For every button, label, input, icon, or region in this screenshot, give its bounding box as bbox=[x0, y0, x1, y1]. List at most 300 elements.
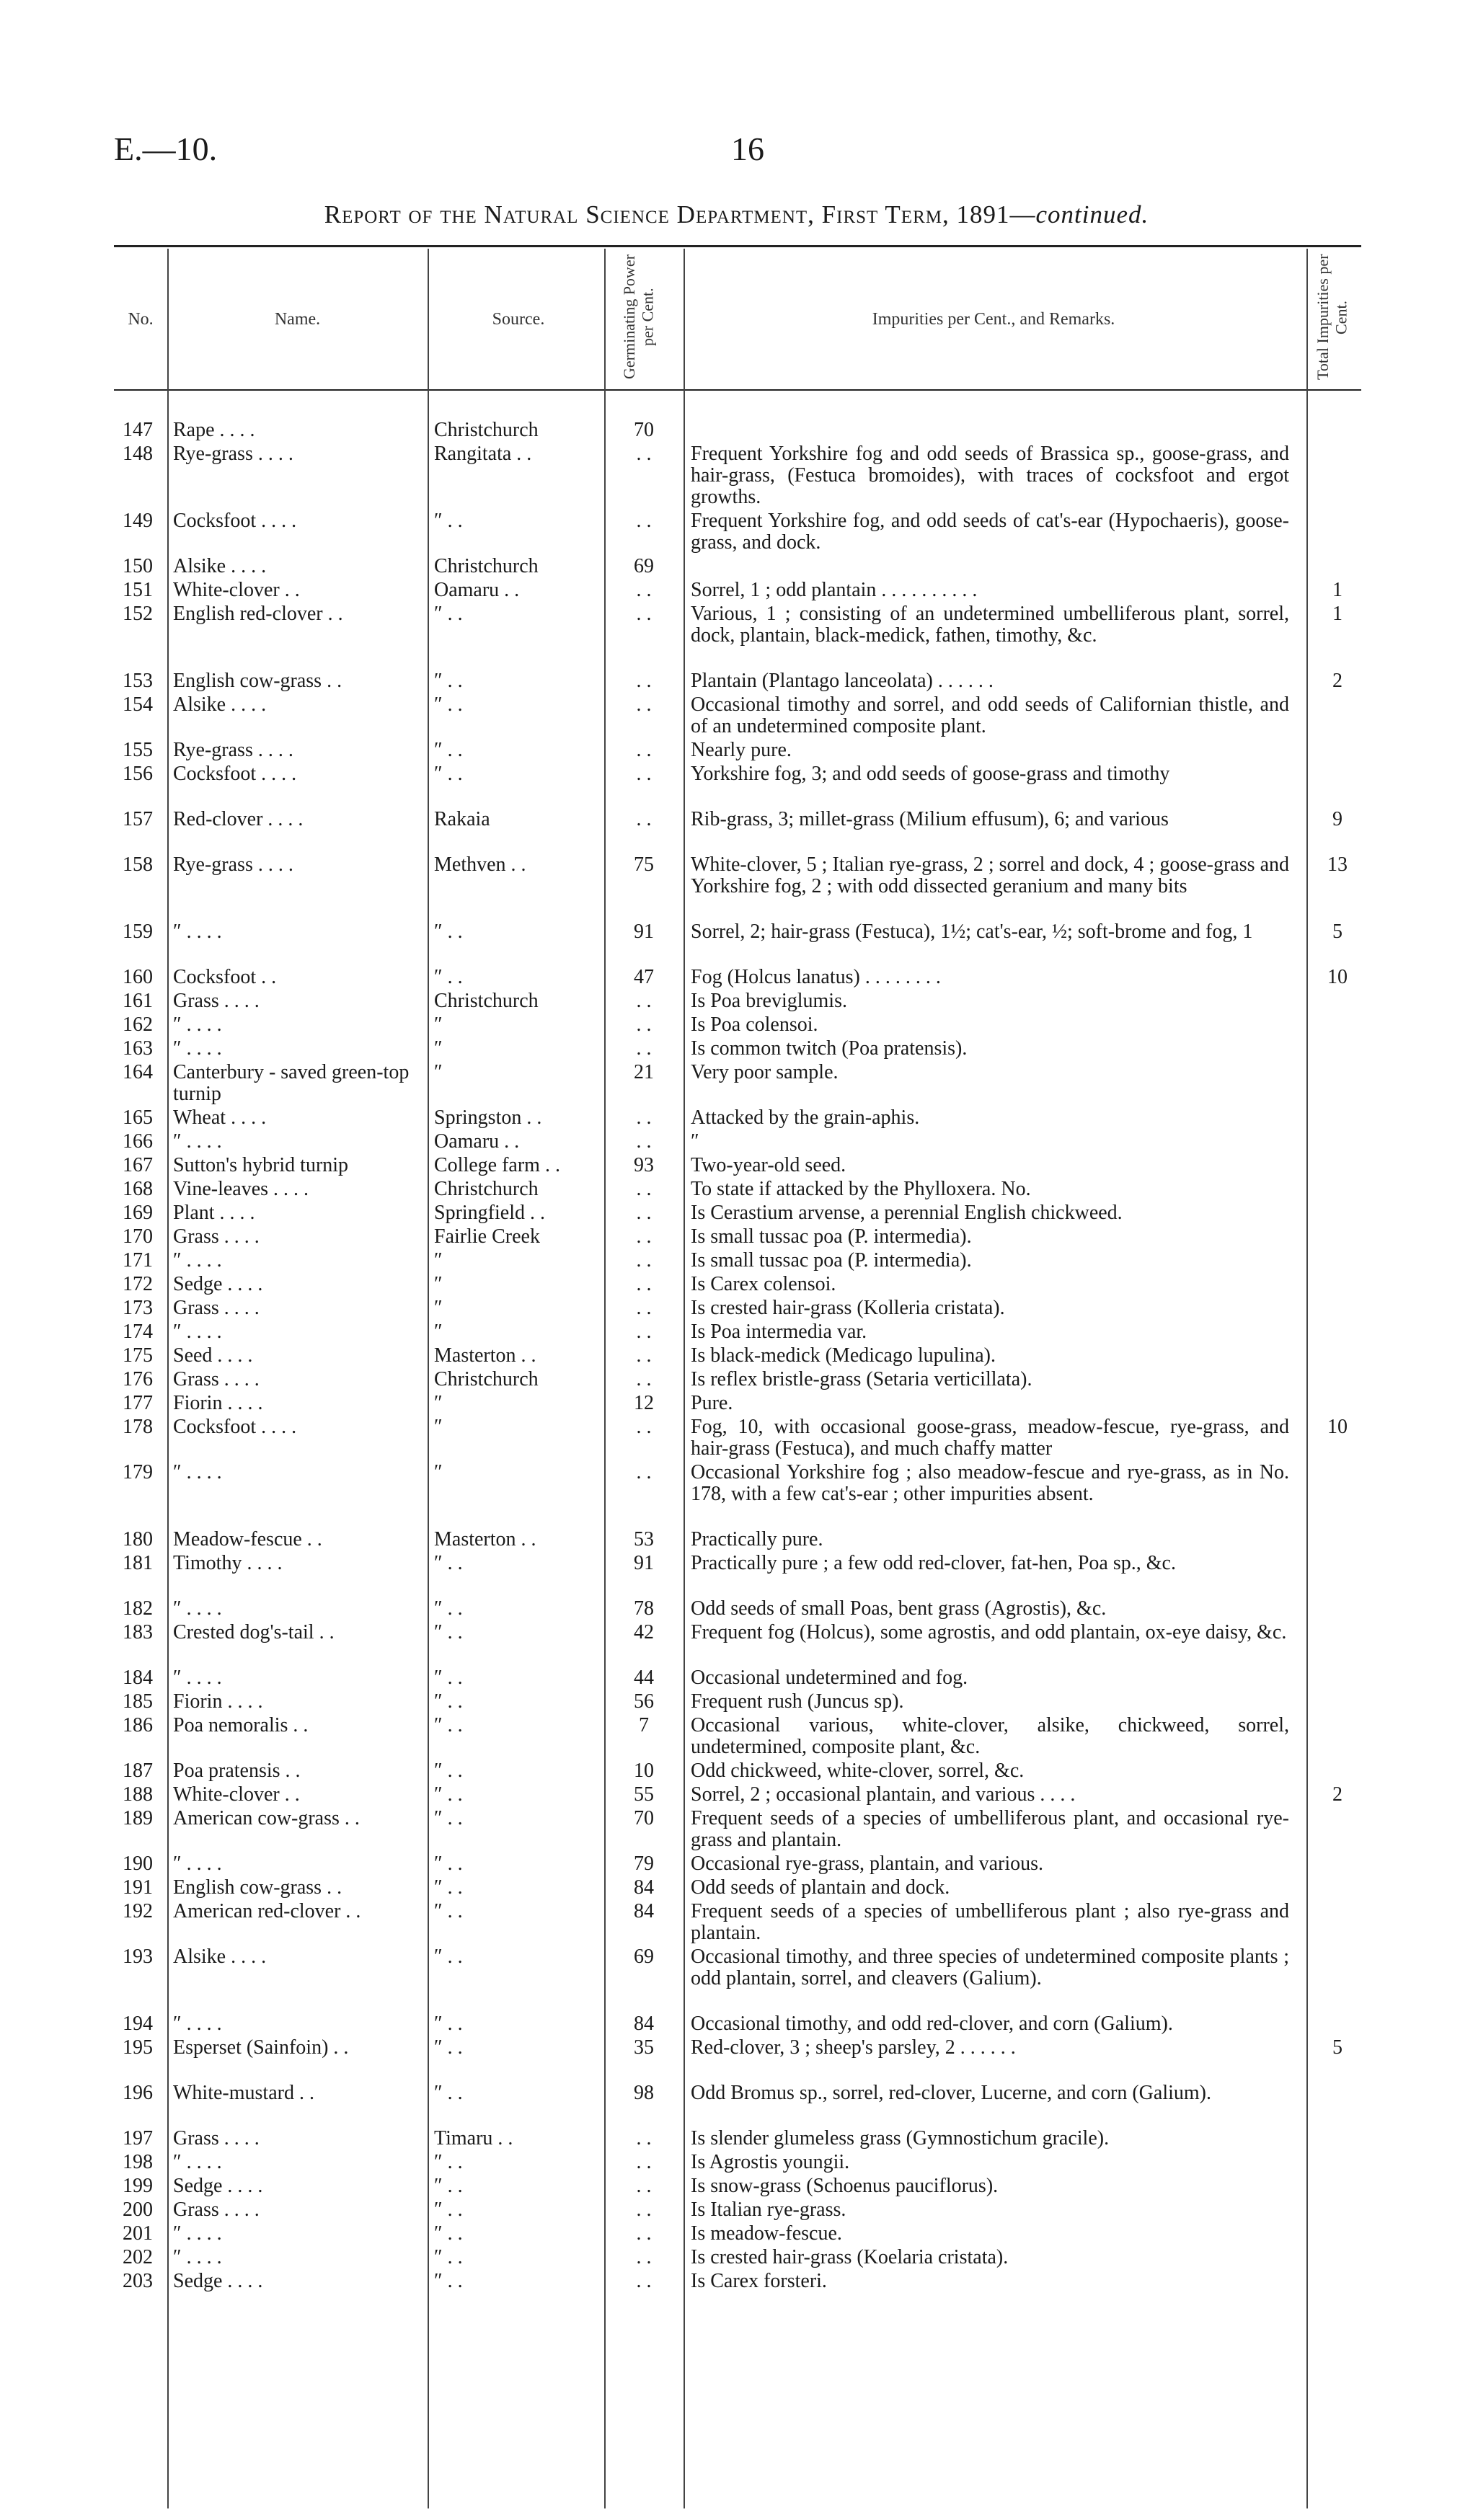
row-number: 151 bbox=[123, 579, 153, 601]
row-impurities: Is small tussac poa (P. intermedia). bbox=[691, 1225, 972, 1248]
row-germination: . . bbox=[636, 2175, 652, 2197]
row-name: Alsike . . . . bbox=[173, 555, 267, 577]
row-number: 174 bbox=[123, 1321, 153, 1343]
row-germination: 84 bbox=[634, 1900, 654, 1922]
row-number: 176 bbox=[123, 1368, 153, 1390]
row-germination: . . bbox=[636, 1416, 652, 1438]
row-source: Christchurch bbox=[434, 1368, 539, 1390]
row-number: 147 bbox=[123, 419, 153, 441]
row-impurities: Two-year-old seed. bbox=[691, 1154, 846, 1176]
row-germination: . . bbox=[636, 693, 652, 716]
row-impurities: Yorkshire fog, 3; and odd seeds of goose-grass and timothy bbox=[691, 763, 1170, 785]
page-code: E.—10. bbox=[114, 130, 218, 167]
row-name: Rye-grass . . . . bbox=[173, 853, 293, 876]
row-germination: . . bbox=[636, 808, 652, 830]
row-name: ″ . . . . bbox=[173, 1013, 222, 1036]
row-name: Rye-grass . . . . bbox=[173, 739, 293, 761]
row-germination: 53 bbox=[634, 1528, 654, 1550]
row-germination: 69 bbox=[634, 1946, 654, 1968]
row-germination: . . bbox=[636, 1368, 652, 1390]
col-no: No. bbox=[128, 310, 154, 329]
row-impurities: Is small tussac poa (P. intermedia). bbox=[691, 1249, 972, 1272]
row-impurities: Practically pure. bbox=[691, 1528, 823, 1550]
row-number: 148 bbox=[123, 443, 153, 465]
row-germination: . . bbox=[636, 990, 652, 1012]
row-germination: 69 bbox=[634, 555, 654, 577]
row-name: English cow-grass . . bbox=[173, 1876, 342, 1899]
row-source: ″ bbox=[434, 1321, 443, 1343]
row-total: 10 bbox=[1327, 1416, 1348, 1438]
row-number: 198 bbox=[123, 2151, 153, 2173]
row-impurities: To state if attacked by the Phylloxera. No. bbox=[691, 1178, 1031, 1200]
row-source: ″ . . bbox=[434, 1783, 463, 1806]
row-source: ″ bbox=[434, 1392, 443, 1414]
row-impurities: Is Agrostis youngii. bbox=[691, 2151, 850, 2173]
row-impurities: Occasional rye-grass, plantain, and various. bbox=[691, 1853, 1044, 1875]
row-source: ″ . . bbox=[434, 920, 463, 943]
row-source: ″ . . bbox=[434, 2013, 463, 2035]
row-name: Red-clover . . . . bbox=[173, 808, 304, 830]
row-source: ″ bbox=[434, 1061, 443, 1083]
row-germination: . . bbox=[636, 2246, 652, 2268]
row-germination: 91 bbox=[634, 1552, 654, 1574]
row-number: 153 bbox=[123, 670, 153, 692]
row-number: 156 bbox=[123, 763, 153, 785]
row-germination: . . bbox=[636, 1225, 652, 1248]
row-impurities: Is Cerastium arvense, a perennial English chickweed. bbox=[691, 1202, 1123, 1224]
row-source: ″ . . bbox=[434, 693, 463, 716]
row-source: Christchurch bbox=[434, 419, 539, 441]
row-number: 179 bbox=[123, 1461, 153, 1483]
row-number: 149 bbox=[123, 510, 153, 532]
row-name: ″ . . . . bbox=[173, 2151, 222, 2173]
row-name: Alsike . . . . bbox=[173, 1946, 267, 1968]
row-name: Crested dog's-tail . . bbox=[173, 1621, 335, 1643]
row-name: Sedge . . . . bbox=[173, 1273, 263, 1295]
row-name: Esperset (Sainfoin) . . bbox=[173, 2036, 349, 2059]
row-number: 182 bbox=[123, 1597, 153, 1620]
row-source: Oamaru . . bbox=[434, 579, 520, 601]
row-number: 191 bbox=[123, 1876, 153, 1899]
row-number: 175 bbox=[123, 1344, 153, 1367]
row-total: 2 bbox=[1332, 670, 1342, 692]
row-source: ″ . . bbox=[434, 1900, 463, 1922]
row-number: 150 bbox=[123, 555, 153, 577]
row-impurities: Sorrel, 1 ; odd plantain . . . . . . . . . . bbox=[691, 579, 978, 601]
row-name: ″ . . . . bbox=[173, 1321, 222, 1343]
row-total: 13 bbox=[1327, 853, 1348, 876]
row-germination: 10 bbox=[634, 1760, 654, 1782]
row-name: Sedge . . . . bbox=[173, 2270, 263, 2292]
row-impurities: Is Poa breviglumis. bbox=[691, 990, 847, 1012]
row-number: 172 bbox=[123, 1273, 153, 1295]
row-germination: . . bbox=[636, 1273, 652, 1295]
row-impurities: Frequent Yorkshire fog and odd seeds of Brassica sp., goose-grass, and hair-grass, (Festuca bromoides), with traces of cocksfoot and ergot growths. bbox=[691, 443, 1289, 508]
row-germination: 70 bbox=[634, 419, 654, 441]
row-name: Seed . . . . bbox=[173, 1344, 253, 1367]
row-germination: 42 bbox=[634, 1621, 654, 1643]
row-impurities: ″ bbox=[691, 1130, 699, 1153]
row-total: 9 bbox=[1332, 808, 1342, 830]
row-source: ″ . . bbox=[434, 1714, 463, 1736]
row-number: 178 bbox=[123, 1416, 153, 1438]
row-name: Wheat . . . . bbox=[173, 1106, 267, 1129]
row-number: 155 bbox=[123, 739, 153, 761]
row-germination: . . bbox=[636, 603, 652, 625]
row-name: Sutton's hybrid turnip bbox=[173, 1154, 349, 1176]
row-germination: . . bbox=[636, 443, 652, 465]
row-impurities: Frequent seeds of a species of umbelliferous plant, and occasional rye-grass and plantain. bbox=[691, 1807, 1289, 1851]
row-germination: 78 bbox=[634, 1597, 654, 1620]
row-source: Rangitata . . bbox=[434, 443, 532, 465]
row-impurities: Nearly pure. bbox=[691, 739, 792, 761]
row-number: 194 bbox=[123, 2013, 153, 2035]
row-source: ″ bbox=[434, 1037, 443, 1060]
row-source: Masterton . . bbox=[434, 1528, 536, 1550]
row-germination: . . bbox=[636, 670, 652, 692]
row-name: Grass . . . . bbox=[173, 1225, 260, 1248]
row-germination: . . bbox=[636, 2222, 652, 2245]
row-number: 177 bbox=[123, 1392, 153, 1414]
row-name: ″ . . . . bbox=[173, 1249, 222, 1272]
row-number: 161 bbox=[123, 990, 153, 1012]
row-germination: 56 bbox=[634, 1690, 654, 1713]
col-total: Total Impurities per Cent. bbox=[1314, 254, 1350, 381]
row-impurities: White-clover, 5 ; Italian rye-grass, 2 ; sorrel and dock, 4 ; goose-grass and Yorkshire fog, 2 ; with odd dissected geranium and many bits bbox=[691, 853, 1289, 897]
row-name: Grass . . . . bbox=[173, 2199, 260, 2221]
col-source: Source. bbox=[492, 310, 545, 329]
row-name: ″ . . . . bbox=[173, 1130, 222, 1153]
row-germination: . . bbox=[636, 1344, 652, 1367]
row-number: 181 bbox=[123, 1552, 153, 1574]
row-impurities: Occasional Yorkshire fog ; also meadow-fescue and rye-grass, as in No. 178, with a few cat's-ear ; other impurities absent. bbox=[691, 1461, 1289, 1505]
row-source: Masterton . . bbox=[434, 1344, 536, 1367]
row-name: ″ . . . . bbox=[173, 1667, 222, 1689]
row-name: Cocksfoot . . . . bbox=[173, 763, 297, 785]
row-total: 1 bbox=[1332, 579, 1342, 601]
row-impurities: Various, 1 ; consisting of an undetermined umbelliferous plant, sorrel, dock, plantain, black-medick, fathen, timothy, &c. bbox=[691, 603, 1289, 647]
title-main: Report of the Natural Science Department, First Term, 1891— bbox=[324, 200, 1036, 229]
row-number: 167 bbox=[123, 1154, 153, 1176]
row-germination: . . bbox=[636, 1178, 652, 1200]
row-germination: . . bbox=[636, 1202, 652, 1224]
row-name: American cow-grass . . bbox=[173, 1807, 360, 1829]
row-number: 202 bbox=[123, 2246, 153, 2268]
row-number: 192 bbox=[123, 1900, 153, 1922]
row-source: Rakaia bbox=[434, 808, 490, 830]
row-impurities: Red-clover, 3 ; sheep's parsley, 2 . . . . . . bbox=[691, 2036, 1016, 2059]
row-number: 171 bbox=[123, 1249, 153, 1272]
row-germination: 79 bbox=[634, 1853, 654, 1875]
row-number: 154 bbox=[123, 693, 153, 716]
row-number: 203 bbox=[123, 2270, 153, 2292]
row-number: 152 bbox=[123, 603, 153, 625]
row-germination: . . bbox=[636, 739, 652, 761]
page-number: 16 bbox=[731, 130, 764, 167]
row-germination: 93 bbox=[634, 1154, 654, 1176]
row-name: Grass . . . . bbox=[173, 990, 260, 1012]
row-name: ″ . . . . bbox=[173, 2246, 222, 2268]
row-impurities: Fog, 10, with occasional goose-grass, meadow-fescue, rye-grass, and hair-grass (Festuca), and much chaffy matter bbox=[691, 1416, 1289, 1460]
row-impurities: Is Poa intermedia var. bbox=[691, 1321, 867, 1343]
row-impurities: Odd chickweed, white-clover, sorrel, &c. bbox=[691, 1760, 1025, 1782]
row-impurities: Sorrel, 2; hair-grass (Festuca), 1½; cat's-ear, ½; soft-brome and fog, 1 bbox=[691, 920, 1253, 943]
row-name: ″ . . . . bbox=[173, 1461, 222, 1483]
row-number: 163 bbox=[123, 1037, 153, 1060]
row-germination: . . bbox=[636, 1321, 652, 1343]
col-name: Name. bbox=[274, 310, 321, 329]
row-name: ″ . . . . bbox=[173, 1853, 222, 1875]
row-number: 159 bbox=[123, 920, 153, 943]
row-impurities: Occasional timothy, and odd red-clover, and corn (Galium). bbox=[691, 2013, 1173, 2035]
row-name: Poa nemoralis . . bbox=[173, 1714, 309, 1736]
row-source: Fairlie Creek bbox=[434, 1225, 540, 1248]
row-number: 170 bbox=[123, 1225, 153, 1248]
row-impurities: Frequent rush (Juncus sp). bbox=[691, 1690, 904, 1713]
row-impurities: Is black-medick (Medicago lupulina). bbox=[691, 1344, 996, 1367]
row-source: ″ bbox=[434, 1249, 443, 1272]
row-impurities: Is Poa colensoi. bbox=[691, 1013, 818, 1036]
row-name: Grass . . . . bbox=[173, 1297, 260, 1319]
row-source: ″ bbox=[434, 1297, 443, 1319]
row-impurities: Occasional timothy, and three species of undetermined composite plants ; odd plantain, sorrel, and cleavers (Galium). bbox=[691, 1946, 1289, 1989]
col-impurities: Impurities per Cent., and Remarks. bbox=[872, 310, 1115, 329]
divider-no bbox=[167, 249, 169, 2508]
row-germination: . . bbox=[636, 2270, 652, 2292]
row-germination: . . bbox=[636, 2151, 652, 2173]
row-name: Rape . . . . bbox=[173, 419, 255, 441]
row-source: ″ . . bbox=[434, 1876, 463, 1899]
row-name: White-mustard . . bbox=[173, 2082, 314, 2104]
row-impurities: Frequent seeds of a species of umbelliferous plant ; also rye-grass and plantain. bbox=[691, 1900, 1289, 1944]
row-germination: . . bbox=[636, 1297, 652, 1319]
row-source: Springfield . . bbox=[434, 1202, 545, 1224]
row-germination: 35 bbox=[634, 2036, 654, 2059]
row-number: 158 bbox=[123, 853, 153, 876]
row-germination: 98 bbox=[634, 2082, 654, 2104]
row-name: English red-clover . . bbox=[173, 603, 343, 625]
title-continued: continued. bbox=[1035, 200, 1149, 229]
row-number: 201 bbox=[123, 2222, 153, 2245]
row-source: ″ . . bbox=[434, 2175, 463, 2197]
row-source: Oamaru . . bbox=[434, 1130, 520, 1153]
row-number: 165 bbox=[123, 1106, 153, 1129]
row-name: English cow-grass . . bbox=[173, 670, 342, 692]
row-source: ″ . . bbox=[434, 1621, 463, 1643]
row-name: Meadow-fescue . . bbox=[173, 1528, 322, 1550]
row-germination: . . bbox=[636, 1249, 652, 1272]
row-name: ″ . . . . bbox=[173, 2013, 222, 2035]
row-germination: 84 bbox=[634, 2013, 654, 2035]
row-name: American red-clover . . bbox=[173, 1900, 361, 1922]
divider-germ bbox=[684, 249, 685, 2508]
row-source: ″ . . bbox=[434, 2036, 463, 2059]
row-source: ″ . . bbox=[434, 2199, 463, 2221]
col-germ: Germinating Power per Cent. bbox=[620, 254, 657, 380]
row-number: 185 bbox=[123, 1690, 153, 1713]
page-title bbox=[0, 200, 1473, 229]
row-source: Springston . . bbox=[434, 1106, 542, 1129]
row-germination: 12 bbox=[634, 1392, 654, 1414]
row-number: 200 bbox=[123, 2199, 153, 2221]
row-number: 183 bbox=[123, 1621, 153, 1643]
row-germination: . . bbox=[636, 1013, 652, 1036]
row-number: 184 bbox=[123, 1667, 153, 1689]
row-germination: . . bbox=[636, 763, 652, 785]
row-number: 199 bbox=[123, 2175, 153, 2197]
row-source: ″ . . bbox=[434, 2270, 463, 2292]
row-germination: 44 bbox=[634, 1667, 654, 1689]
row-number: 190 bbox=[123, 1853, 153, 1875]
row-name: Alsike . . . . bbox=[173, 693, 267, 716]
row-source: Christchurch bbox=[434, 1178, 539, 1200]
row-impurities: Practically pure ; a few odd red-clover, fat-hen, Poa sp., &c. bbox=[691, 1552, 1176, 1574]
row-germination: . . bbox=[636, 1037, 652, 1060]
row-germination: . . bbox=[636, 2127, 652, 2149]
row-source: ″ . . bbox=[434, 2246, 463, 2268]
row-number: 197 bbox=[123, 2127, 153, 2149]
row-number: 189 bbox=[123, 1807, 153, 1829]
row-germination: 70 bbox=[634, 1807, 654, 1829]
row-name: Fiorin . . . . bbox=[173, 1690, 263, 1713]
row-source: ″ . . bbox=[434, 670, 463, 692]
row-impurities: Is snow-grass (Schoenus pauciflorus). bbox=[691, 2175, 999, 2197]
row-source: ″ . . bbox=[434, 966, 463, 988]
row-total: 5 bbox=[1332, 920, 1342, 943]
row-number: 166 bbox=[123, 1130, 153, 1153]
row-source: ″ . . bbox=[434, 763, 463, 785]
row-name: Rye-grass . . . . bbox=[173, 443, 293, 465]
row-source: ″ . . bbox=[434, 1667, 463, 1689]
row-source: ″ . . bbox=[434, 510, 463, 532]
row-name: Cocksfoot . . . . bbox=[173, 1416, 297, 1438]
row-source: ″ . . bbox=[434, 603, 463, 625]
row-number: 168 bbox=[123, 1178, 153, 1200]
row-source: ″ bbox=[434, 1273, 443, 1295]
row-name: Cocksfoot . . . . bbox=[173, 510, 297, 532]
row-name: White-clover . . bbox=[173, 579, 300, 601]
row-name: Vine-leaves . . . . bbox=[173, 1178, 309, 1200]
row-name: ″ . . . . bbox=[173, 1037, 222, 1060]
row-source: ″ . . bbox=[434, 1690, 463, 1713]
row-number: 162 bbox=[123, 1013, 153, 1036]
row-name: Sedge . . . . bbox=[173, 2175, 263, 2197]
row-germination: . . bbox=[636, 2199, 652, 2221]
row-impurities: Is slender glumeless grass (Gymnostichum gracile). bbox=[691, 2127, 1110, 2149]
row-source: Timaru . . bbox=[434, 2127, 513, 2149]
table-top-rule bbox=[114, 245, 1361, 247]
row-total: 10 bbox=[1327, 966, 1348, 988]
row-impurities: Is Carex forsteri. bbox=[691, 2270, 827, 2292]
row-name: ″ . . . . bbox=[173, 920, 222, 943]
row-source: ″ . . bbox=[434, 1760, 463, 1782]
row-impurities: Is meadow-fescue. bbox=[691, 2222, 842, 2245]
row-germination: 84 bbox=[634, 1876, 654, 1899]
row-germination: 55 bbox=[634, 1783, 654, 1806]
row-source: ″ . . bbox=[434, 1807, 463, 1829]
row-impurities: Fog (Holcus lanatus) . . . . . . . . bbox=[691, 966, 941, 988]
row-impurities: Occasional various, white-clover, alsike, chickweed, sorrel, undetermined, composite plant, &c. bbox=[691, 1714, 1289, 1758]
row-name: ″ . . . . bbox=[173, 1597, 222, 1620]
row-name: White-clover . . bbox=[173, 1783, 300, 1806]
row-impurities: Is crested hair-grass (Koelaria cristata). bbox=[691, 2246, 1009, 2268]
row-germination: . . bbox=[636, 1461, 652, 1483]
row-number: 173 bbox=[123, 1297, 153, 1319]
row-germination: . . bbox=[636, 1130, 652, 1153]
row-source: ″ . . bbox=[434, 739, 463, 761]
row-impurities: Is reflex bristle-grass (Setaria verticillata). bbox=[691, 1368, 1032, 1390]
row-impurities: Pure. bbox=[691, 1392, 733, 1414]
row-number: 186 bbox=[123, 1714, 153, 1736]
row-number: 164 bbox=[123, 1061, 153, 1083]
row-impurities: Occasional timothy and sorrel, and odd seeds of Californian thistle, and of an undetermined composite plant. bbox=[691, 693, 1289, 737]
row-impurities: Odd seeds of small Poas, bent grass (Agrostis), &c. bbox=[691, 1597, 1107, 1620]
row-impurities: Rib-grass, 3; millet-grass (Milium effusum), 6; and various bbox=[691, 808, 1169, 830]
divider-name bbox=[428, 249, 429, 2508]
row-number: 187 bbox=[123, 1760, 153, 1782]
row-name: Timothy . . . . bbox=[173, 1552, 283, 1574]
table-header-rule bbox=[114, 389, 1361, 391]
row-source: ″ . . bbox=[434, 2151, 463, 2173]
row-source: ″ bbox=[434, 1013, 443, 1036]
row-impurities: Plantain (Plantago lanceolata) . . . . . . bbox=[691, 670, 994, 692]
row-number: 169 bbox=[123, 1202, 153, 1224]
row-germination: 75 bbox=[634, 853, 654, 876]
row-total: 2 bbox=[1332, 1783, 1342, 1806]
row-germination: . . bbox=[636, 510, 652, 532]
row-source: ″ . . bbox=[434, 1597, 463, 1620]
row-impurities: Attacked by the grain-aphis. bbox=[691, 1106, 920, 1129]
row-name: Cocksfoot . . bbox=[173, 966, 277, 988]
row-number: 188 bbox=[123, 1783, 153, 1806]
row-impurities: Sorrel, 2 ; occasional plantain, and various . . . . bbox=[691, 1783, 1076, 1806]
row-name: ″ . . . . bbox=[173, 2222, 222, 2245]
row-name: Poa pratensis . . bbox=[173, 1760, 301, 1782]
row-number: 195 bbox=[123, 2036, 153, 2059]
row-total: 1 bbox=[1332, 603, 1342, 625]
row-germination: 47 bbox=[634, 966, 654, 988]
row-germination: 21 bbox=[634, 1061, 654, 1083]
row-impurities: Frequent Yorkshire fog, and odd seeds of cat's-ear (Hypochaeris), goose-grass, and dock. bbox=[691, 510, 1289, 554]
row-source: Christchurch bbox=[434, 990, 539, 1012]
row-name: Fiorin . . . . bbox=[173, 1392, 263, 1414]
row-source: ″ . . bbox=[434, 2082, 463, 2104]
row-impurities: Is Carex colensoi. bbox=[691, 1273, 836, 1295]
row-source: ″ bbox=[434, 1416, 443, 1438]
row-source: ″ bbox=[434, 1461, 443, 1483]
row-source: ″ . . bbox=[434, 2222, 463, 2245]
row-source: ″ . . bbox=[434, 1853, 463, 1875]
row-name: Grass . . . . bbox=[173, 1368, 260, 1390]
row-number: 196 bbox=[123, 2082, 153, 2104]
row-total: 5 bbox=[1332, 2036, 1342, 2059]
row-source: ″ . . bbox=[434, 1946, 463, 1968]
row-number: 193 bbox=[123, 1946, 153, 1968]
row-impurities: Odd Bromus sp., sorrel, red-clover, Lucerne, and corn (Galium). bbox=[691, 2082, 1211, 2104]
row-name: Canterbury - saved green-top turnip bbox=[173, 1061, 410, 1105]
row-source: Christchurch bbox=[434, 555, 539, 577]
row-impurities: Is Italian rye-grass. bbox=[691, 2199, 846, 2221]
row-number: 157 bbox=[123, 808, 153, 830]
row-number: 160 bbox=[123, 966, 153, 988]
row-source: College farm . . bbox=[434, 1154, 560, 1176]
row-source: Methven . . bbox=[434, 853, 526, 876]
row-impurities: Very poor sample. bbox=[691, 1061, 839, 1083]
row-source: ″ . . bbox=[434, 1552, 463, 1574]
row-impurities: Is crested hair-grass (Kolleria cristata). bbox=[691, 1297, 1005, 1319]
row-name: Grass . . . . bbox=[173, 2127, 260, 2149]
row-name: Plant . . . . bbox=[173, 1202, 255, 1224]
